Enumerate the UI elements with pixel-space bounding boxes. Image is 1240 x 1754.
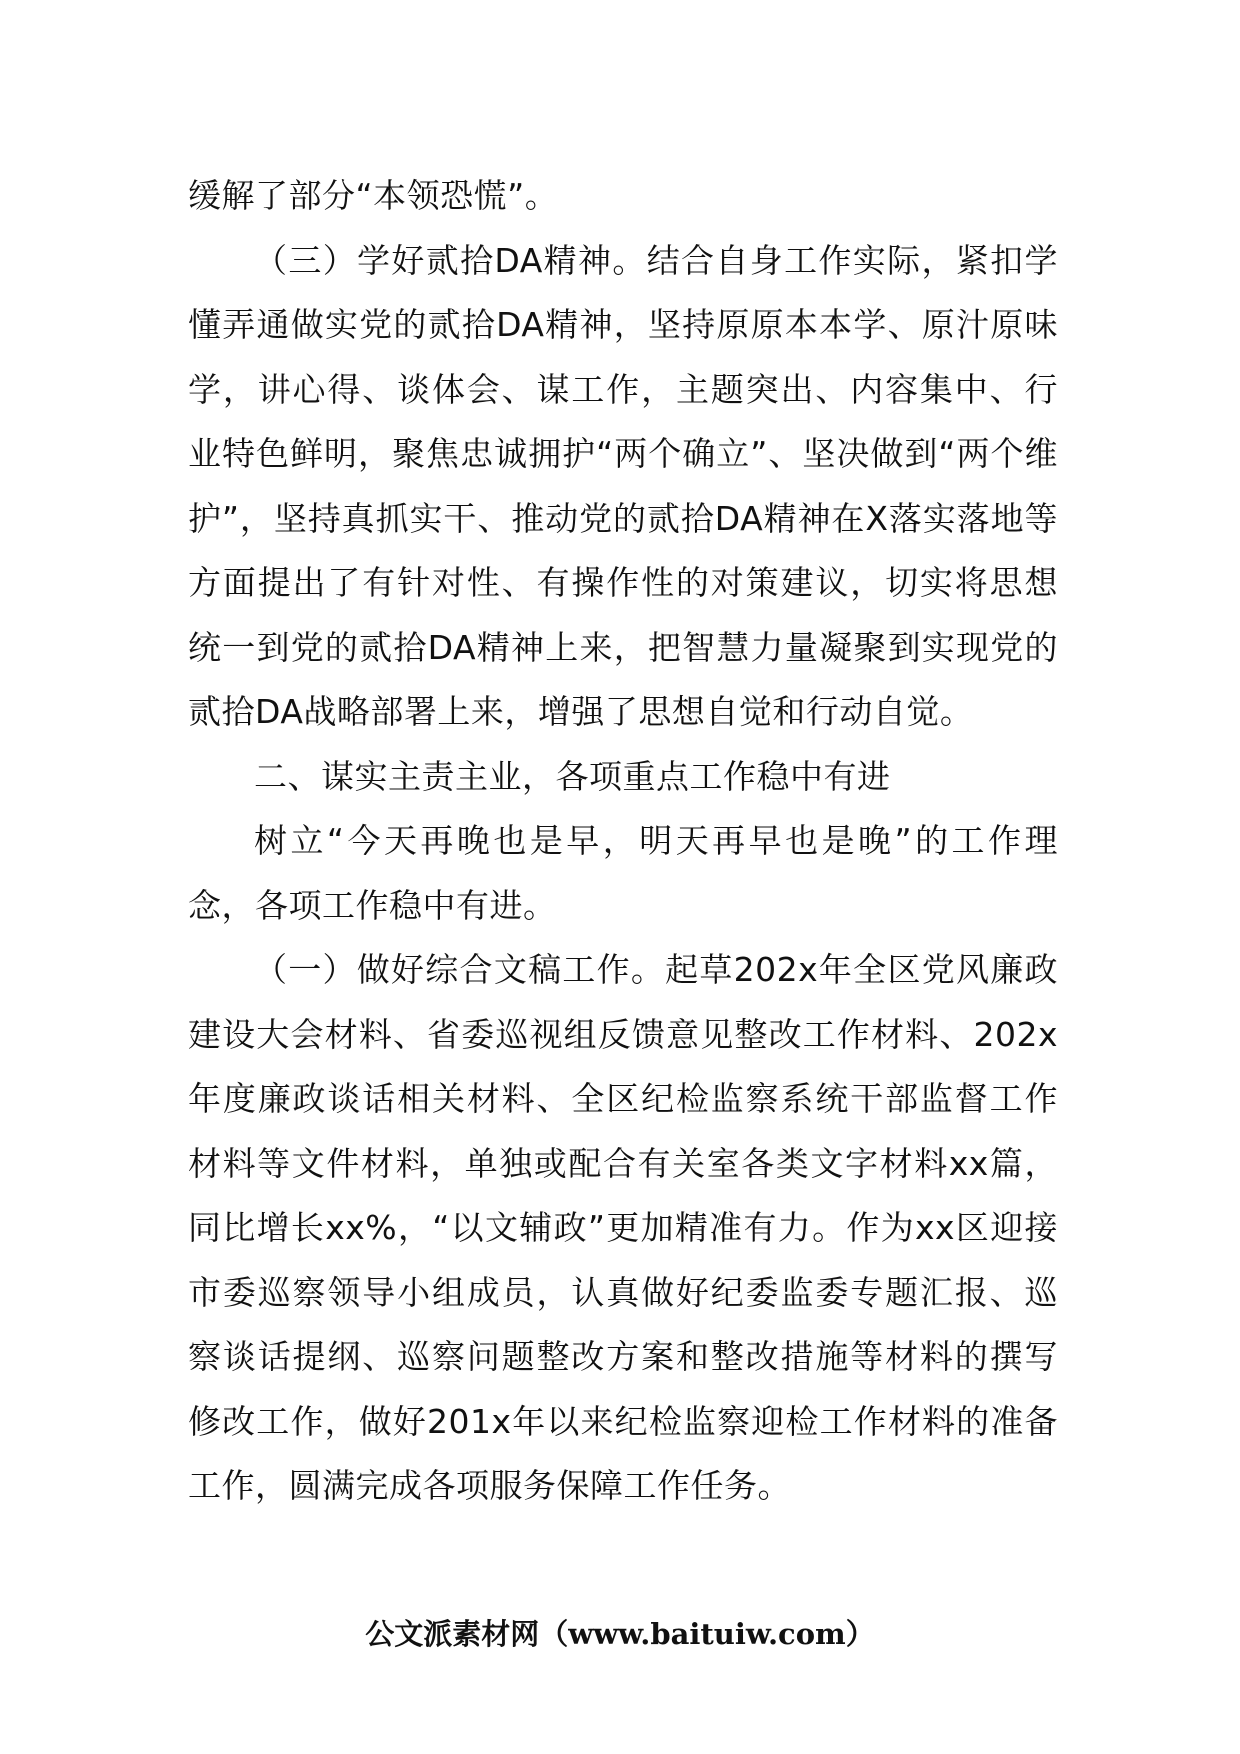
paragraph: 树立“今天再晚也是早，明天再早也是晚”的工作理念，各项工作稳中有进。 [188, 821, 1058, 925]
document-body [188, 164, 1058, 1519]
source-watermark-footer: 公文派素材网（www.baituiw.com） [365, 1617, 875, 1651]
paragraph: 缓解了部分“本领恐慌”。 [188, 176, 559, 215]
section-heading: 二、谋实主责主业，各项重点工作稳中有进 [254, 756, 891, 796]
paragraph: （三）学好贰拾DA精神。结合自身工作实际，紧扣学懂弄通做实党的贰拾DA精神，坚持原原本本学、原汁原味学，讲心得、谈体会、谋工作，主题突出、内容集中、行业特色鲜明，聚焦忠诚拥护“两个确立”、坚决做到“两个维护”，坚持真抓实干、推动党的贰拾DA精神在X落实落地等方面提出了有针对性、有操作性的对策建议，切实将思想统一到党的贰拾DA精神上来，把智慧力量凝聚到实现党的贰拾DA战略部署上来，增强了思想自觉和行动自觉。 [188, 240, 1058, 731]
paragraph: （一）做好综合文稿工作。起草202x年全区党风廉政建设大会材料、省委巡视组反馈意见整改工作材料、202x年度廉政谈话相关材料、全区纪检监察系统干部监督工作材料等文件材料，单独或配合有关室各类文字材料xx篇，同比增长xx%，“以文辅政”更加精准有力。作为xx区迎接市委巡察领导小组成员，认真做好纪委监委专题汇报、巡察谈话提纲、巡察问题整改方案和整改措施等材料的撰写修改工作，做好201x年以来纪检监察迎检工作材料的准备工作，圆满完成各项服务保障工作任务。 [188, 950, 1058, 1505]
